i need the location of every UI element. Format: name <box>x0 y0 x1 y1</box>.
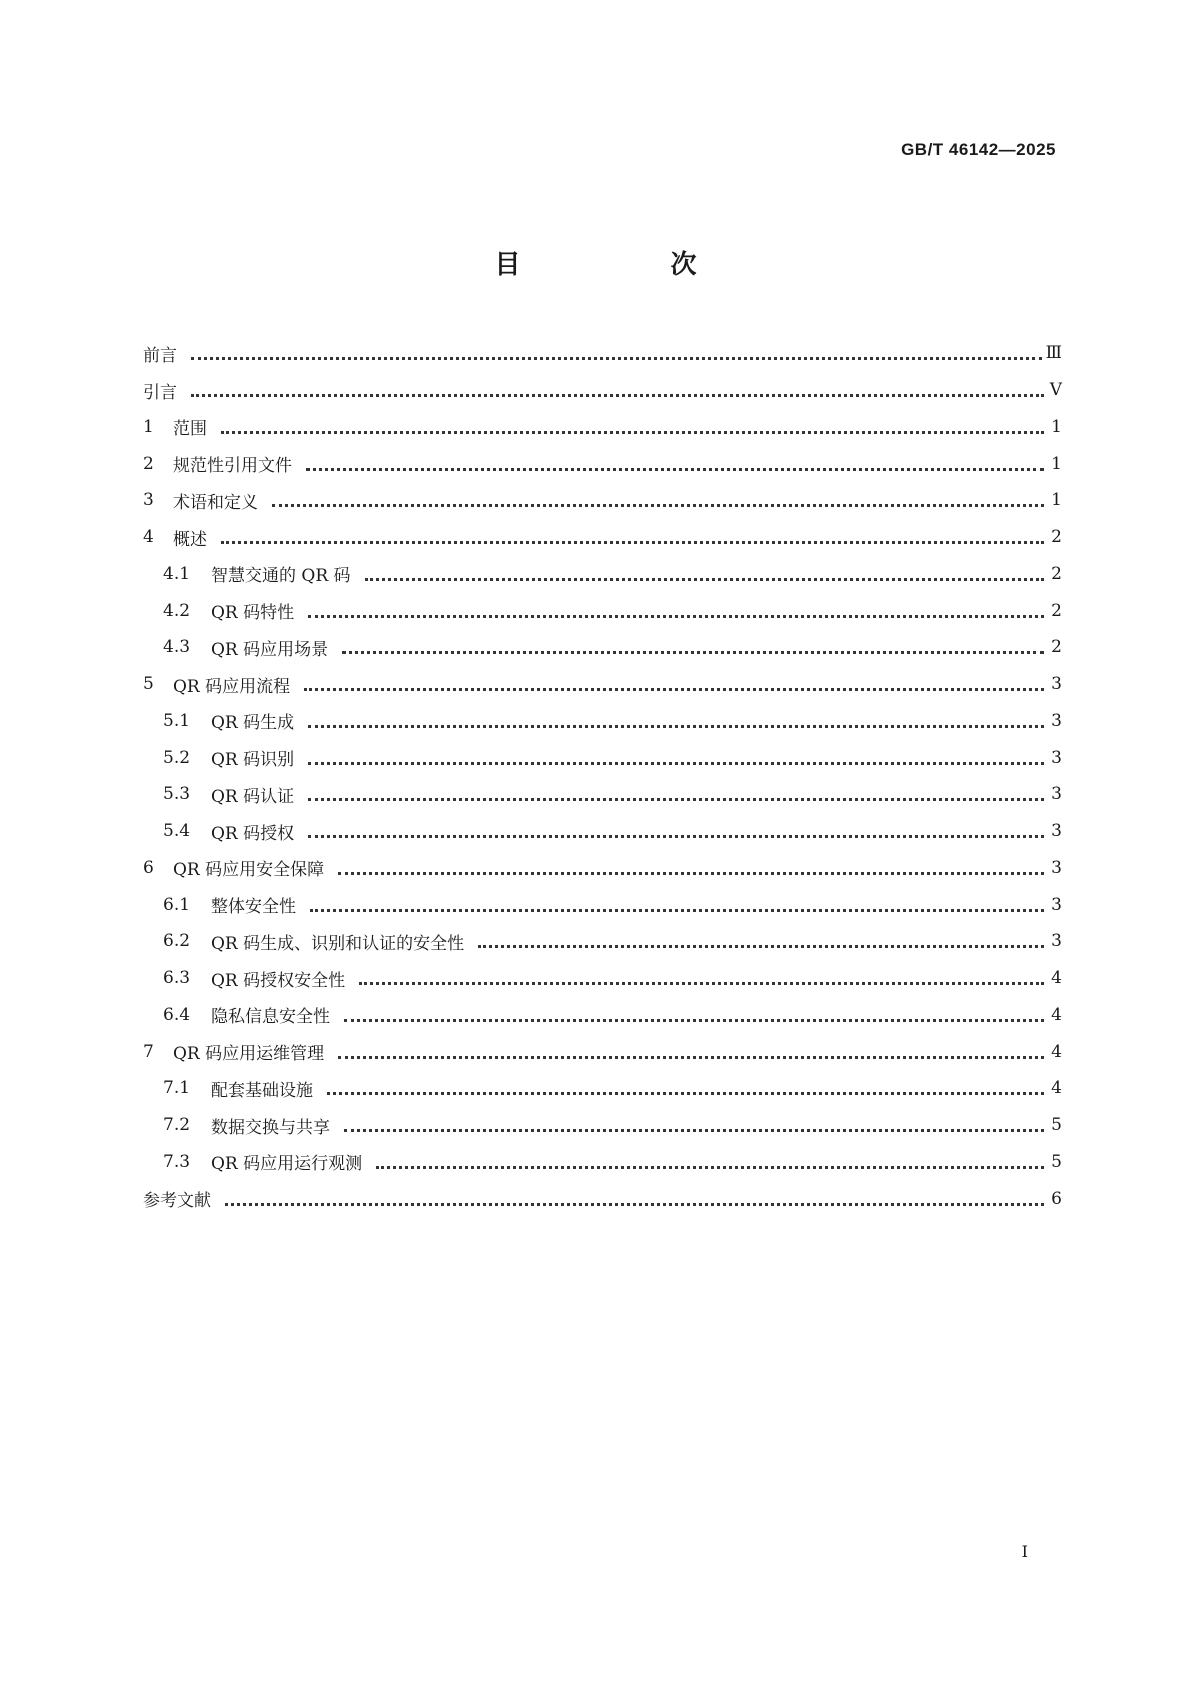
dot-leader <box>308 745 1044 765</box>
toc-entry-title: QR 码应用安全保障 <box>173 860 325 881</box>
toc-entry-number: 5.1 <box>163 710 191 731</box>
toc-entry-title: 规范性引用文件 <box>173 456 292 477</box>
toc-entry-number: 7.2 <box>163 1115 191 1136</box>
toc-entry-title: QR 码应用场景 <box>211 639 329 660</box>
toc-entry-4-1[interactable] <box>143 556 1062 593</box>
dot-leader <box>304 671 1044 691</box>
dot-leader <box>308 708 1044 728</box>
dot-leader <box>272 487 1044 507</box>
toc-entry-title: 范围 <box>173 419 207 440</box>
toc-entry-title: 智慧交通的 QR 码 <box>211 566 351 587</box>
dot-leader <box>308 818 1044 838</box>
toc-entry-number: 6.2 <box>163 931 191 952</box>
dot-leader <box>308 598 1044 618</box>
toc-entry-7-2[interactable] <box>143 1107 1062 1144</box>
toc-entry-title: QR 码认证 <box>211 786 295 807</box>
toc-entry-number: 5 <box>143 674 154 695</box>
page-title: 目 次 <box>494 250 759 280</box>
dot-leader <box>306 451 1044 471</box>
toc-entry-number: 7.3 <box>163 1151 191 1172</box>
toc-entry-title: QR 码识别 <box>211 750 295 771</box>
toc-entry-title: 隐私信息安全性 <box>211 1007 330 1028</box>
toc-entry-page: 5 <box>1051 1115 1062 1136</box>
table-of-contents <box>143 335 1062 1217</box>
dot-leader <box>191 340 1042 360</box>
toc-entry-page: 3 <box>1051 894 1062 915</box>
toc-entry-page: 2 <box>1051 563 1062 584</box>
dot-leader <box>342 634 1044 654</box>
toc-entry-page: 4 <box>1051 968 1062 989</box>
toc-entry-page: 2 <box>1051 600 1062 621</box>
toc-entry-6-2[interactable] <box>143 923 1062 960</box>
toc-entry-title: QR 码生成 <box>211 713 295 734</box>
toc-entry-title: QR 码生成、识别和认证的安全性 <box>211 933 465 954</box>
toc-entry-title: 引言 <box>143 382 177 403</box>
toc-entry-2[interactable] <box>143 445 1062 482</box>
dot-leader <box>478 928 1044 948</box>
toc-entry-title: QR 码应用运行观测 <box>211 1154 363 1175</box>
toc-entry-number: 1 <box>143 416 154 437</box>
toc-entry-number: 5.3 <box>163 784 191 805</box>
toc-entry-6-4[interactable] <box>143 997 1062 1034</box>
dot-leader <box>191 377 1044 397</box>
toc-entry-page: 3 <box>1051 747 1062 768</box>
toc-entry-bibliography[interactable] <box>143 1180 1062 1217</box>
toc-entry-title: 术语和定义 <box>173 492 258 513</box>
toc-entry-6[interactable] <box>143 850 1062 887</box>
toc-entry-4-3[interactable] <box>143 629 1062 666</box>
toc-entry-number: 6.4 <box>163 1004 191 1025</box>
toc-entry-page: 6 <box>1051 1188 1062 1209</box>
toc-entry-6-1[interactable] <box>143 886 1062 923</box>
dot-leader <box>310 892 1044 912</box>
toc-entry-number: 4.1 <box>163 563 191 584</box>
toc-entry-5-1[interactable] <box>143 703 1062 740</box>
toc-entry-number: 6.3 <box>163 968 191 989</box>
toc-entry-title: QR 码应用运维管理 <box>173 1044 325 1065</box>
toc-entry-5-3[interactable] <box>143 776 1062 813</box>
dot-leader <box>365 561 1044 581</box>
toc-entry-page: 4 <box>1051 1078 1062 1099</box>
toc-entry-4[interactable] <box>143 519 1062 556</box>
toc-entry-title: QR 码应用流程 <box>173 676 291 697</box>
dot-leader <box>221 524 1044 544</box>
toc-entry-title: 配套基础设施 <box>211 1080 313 1101</box>
toc-entry-page: 3 <box>1051 931 1062 952</box>
toc-entry-page: 5 <box>1051 1151 1062 1172</box>
toc-entry-page: 3 <box>1051 821 1062 842</box>
toc-entry-7[interactable] <box>143 1033 1062 1070</box>
dot-leader <box>338 855 1044 875</box>
toc-entry-4-2[interactable] <box>143 592 1062 629</box>
toc-entry-page: 1 <box>1051 453 1062 474</box>
toc-entry-number: 3 <box>143 490 154 511</box>
dot-leader <box>225 1186 1044 1206</box>
toc-entry-page: 4 <box>1051 1041 1062 1062</box>
dot-leader <box>338 1039 1044 1059</box>
toc-entry-6-3[interactable] <box>143 960 1062 997</box>
dot-leader <box>344 1002 1044 1022</box>
toc-entry-7-3[interactable] <box>143 1144 1062 1181</box>
toc-entry-number: 7.1 <box>163 1078 191 1099</box>
toc-entry-page: Ⅲ <box>1045 343 1062 364</box>
toc-entry-number: 6.1 <box>163 894 191 915</box>
toc-entry-page: 2 <box>1051 637 1062 658</box>
toc-entry-page: 1 <box>1051 416 1062 437</box>
page-number: Ⅰ <box>1021 1542 1028 1561</box>
dot-leader <box>359 965 1044 985</box>
toc-entry-introduction[interactable] <box>143 372 1062 409</box>
toc-entry-page: 3 <box>1051 674 1062 695</box>
toc-entry-number: 6 <box>143 857 154 878</box>
toc-entry-title: 概述 <box>173 529 207 550</box>
toc-entry-number: 7 <box>143 1041 154 1062</box>
toc-entry-page: 3 <box>1051 857 1062 878</box>
toc-entry-title: 整体安全性 <box>211 897 296 918</box>
dot-leader <box>327 1075 1044 1095</box>
toc-entry-title: QR 码授权 <box>211 823 295 844</box>
dot-leader <box>344 1112 1044 1132</box>
toc-entry-foreword[interactable] <box>143 335 1062 372</box>
toc-entry-number: 5.2 <box>163 747 191 768</box>
toc-entry-number: 2 <box>143 453 154 474</box>
toc-entry-7-1[interactable] <box>143 1070 1062 1107</box>
toc-entry-number: 4.2 <box>163 600 191 621</box>
dot-leader <box>308 781 1044 801</box>
dot-leader <box>221 414 1044 434</box>
toc-entry-5-2[interactable] <box>143 739 1062 776</box>
toc-entry-title: QR 码授权安全性 <box>211 970 346 991</box>
toc-entry-page: 3 <box>1051 710 1062 731</box>
toc-entry-page: Ⅴ <box>1049 380 1062 401</box>
toc-entry-1[interactable] <box>143 409 1062 446</box>
toc-entry-title: QR 码特性 <box>211 603 295 624</box>
toc-entry-page: 4 <box>1051 1004 1062 1025</box>
toc-entry-title: 前言 <box>143 345 177 366</box>
toc-entry-title: 数据交换与共享 <box>211 1117 330 1138</box>
toc-entry-page: 3 <box>1051 784 1062 805</box>
toc-entry-number: 4 <box>143 527 154 548</box>
toc-entry-page: 1 <box>1051 490 1062 511</box>
toc-entry-page: 2 <box>1051 527 1062 548</box>
dot-leader <box>376 1149 1044 1169</box>
toc-entry-number: 5.4 <box>163 821 191 842</box>
toc-entry-title: 参考文献 <box>143 1191 211 1212</box>
toc-entry-5[interactable] <box>143 666 1062 703</box>
standard-code: GB/T 46142—2025 <box>901 140 1056 159</box>
toc-entry-5-4[interactable] <box>143 813 1062 850</box>
toc-entry-number: 4.3 <box>163 637 191 658</box>
toc-entry-3[interactable] <box>143 482 1062 519</box>
